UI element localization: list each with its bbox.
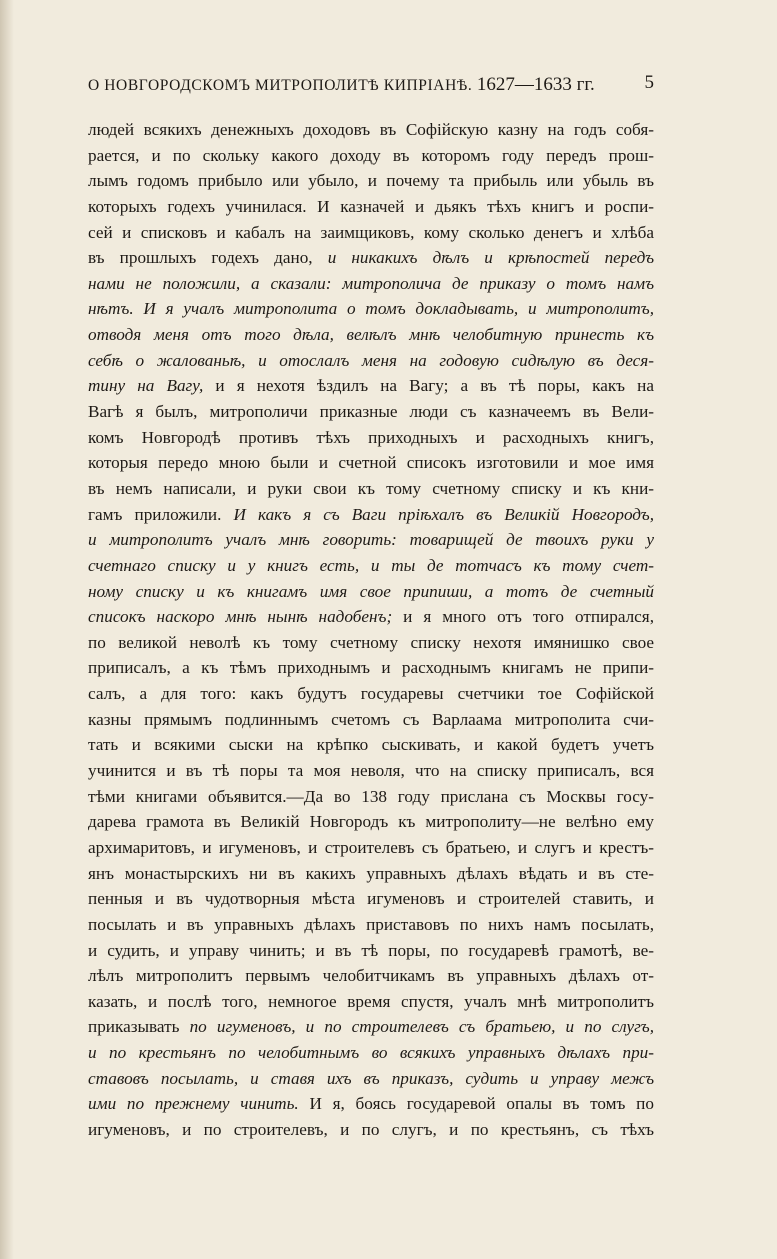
page-edge-shadow — [0, 0, 14, 1259]
italic-quote-segment: и по крестьянъ по челобитнымъ во всякихъ управныхъ дѣлахъ при- — [88, 1043, 654, 1063]
italic-quote-segment: ному списку и къ книгамъ имя свое припиши, а тотъ де счетный — [88, 581, 654, 601]
text-segment: тѣми книгами объявится.—Да во 138 году прислана съ Москвы госу- — [88, 786, 654, 806]
italic-quote-segment: нами не положили, а сказали: митрополича де приказу о томъ намъ — [88, 273, 654, 293]
text-line — [88, 373, 654, 399]
italic-quote-segment: нѣтъ. — [88, 299, 134, 319]
text-line — [88, 425, 654, 451]
italic-quote-segment: И какъ я съ Ваги пріѣхалъ въ Великій Новгородъ, — [233, 504, 654, 524]
text-line — [88, 1091, 654, 1117]
text-segment: приписалъ, а къ тѣмъ приходнымъ и расходнымъ книгамъ не припи- — [88, 658, 654, 678]
italic-quote-segment: ими по прежнему чинить. — [88, 1094, 299, 1114]
text-line — [88, 117, 654, 143]
italic-quote-segment: счетнаго списку и у книгъ есть, и ты де тотчасъ къ тому счет- — [88, 555, 654, 575]
text-segment: салъ, а для того: какъ будутъ государевы счетчики тое Софійской — [88, 684, 654, 704]
page-header — [88, 74, 654, 98]
text-line — [88, 476, 654, 502]
text-segment: въ немъ написали, и руки свои къ тому счетному списку и къ кни- — [88, 478, 654, 498]
text-line — [88, 681, 654, 707]
text-line — [88, 655, 654, 681]
text-line — [88, 732, 654, 758]
text-line — [88, 630, 654, 656]
text-segment: И я, боясь государевой опалы въ томъ по — [298, 1094, 654, 1114]
running-head — [88, 74, 595, 96]
text-line — [88, 220, 654, 246]
page-number: 5 — [644, 72, 654, 93]
text-line — [88, 271, 654, 297]
text-segment: комъ Новгородѣ противъ тѣхъ приходныхъ и расходныхъ книгъ, — [88, 427, 654, 447]
text-line — [88, 399, 654, 425]
italic-quote-segment: и митрополитъ учалъ мнѣ говорить: товарищей де твоихъ руки у — [88, 530, 654, 550]
body-text — [88, 117, 654, 1143]
text-line — [88, 809, 654, 835]
text-line — [88, 579, 654, 605]
text-segment: гамъ приложили. — [88, 504, 234, 524]
text-segment: которыя передо мною были и счетной списокъ изготовили и мое имя — [88, 453, 654, 473]
text-line — [88, 502, 654, 528]
text-segment: тать и всякими сыски на крѣпко сыскивать, и какой будетъ учетъ — [88, 735, 654, 755]
italic-quote-segment: себѣ о жалованьѣ, и отослалъ меня на годовую сидѣлую въ деся- — [88, 350, 654, 370]
text-segment: казны прямымъ подлиннымъ счетомъ съ Варлаама митрополита счи- — [88, 709, 654, 729]
text-segment: архимаритовъ, и игуменовъ, и строителевъ съ братьею, и слугъ и крестъ- — [88, 837, 654, 857]
text-line — [88, 758, 654, 784]
text-line — [88, 1040, 654, 1066]
text-line — [88, 707, 654, 733]
text-segment: лѣлъ митрополитъ первымъ челобитчикамъ въ управныхъ дѣлахъ от- — [88, 966, 654, 986]
text-segment: сей и списковъ и кабалъ на заимщиковъ, кому сколько денегъ и хлѣба — [88, 222, 654, 242]
text-line — [88, 1014, 654, 1040]
text-line — [88, 861, 654, 887]
text-line — [88, 835, 654, 861]
italic-quote-segment: и никакихъ дѣлъ и крѣпостей передъ — [327, 248, 654, 268]
text-segment: которыхъ годехъ учинилася. И казначей и дьякъ тѣхъ книгъ и роспи- — [88, 196, 654, 216]
text-segment: дарева грамота въ Великій Новгородъ къ митрополиту—не велѣно ему — [88, 812, 654, 832]
text-segment: учинится и въ тѣ поры та моя неволя, что на списку приписалъ, вся — [88, 761, 654, 781]
text-line — [88, 938, 654, 964]
italic-quote-segment: тину на Вагу, — [88, 376, 204, 396]
text-line — [88, 245, 654, 271]
text-segment: и судить, и управу чинить; и въ тѣ поры, по государевѣ грамотѣ, ве- — [88, 940, 654, 960]
italic-quote-segment: списокъ наскоро мнѣ нынѣ надобенъ; — [88, 607, 393, 627]
running-head-years: 1627—1633 гг. — [476, 74, 595, 95]
text-segment: по великой неволѣ къ тому счетному списку нехотя имянишко свое — [88, 632, 654, 652]
text-segment: игуменовъ, и по строителевъ, и по слугъ, и по крестьянъ, съ тѣхъ — [88, 1119, 654, 1139]
text-line — [88, 989, 654, 1015]
text-line — [88, 143, 654, 169]
text-segment: пенныя и въ чудотворныя мѣста игуменовъ и строителей ставить, и — [88, 889, 654, 909]
text-line — [88, 168, 654, 194]
text-line — [88, 1066, 654, 1092]
text-line — [88, 450, 654, 476]
text-segment: людей всякихъ денежныхъ доходовъ въ Софійскую казну на годъ собя- — [88, 120, 654, 139]
text-segment: казать, и послѣ того, немногое время спустя, учалъ мнѣ митрополитъ — [88, 991, 654, 1011]
text-line — [88, 604, 654, 630]
text-line — [88, 886, 654, 912]
text-line — [88, 1117, 654, 1143]
italic-quote-segment: отводя меня отъ того дѣла, велѣлъ мнѣ челобитную принесть къ — [88, 325, 654, 345]
text-line — [88, 194, 654, 220]
text-line — [88, 912, 654, 938]
text-segment: приказывать — [88, 1017, 190, 1037]
italic-quote-segment: ставовъ посылать, и ставя ихъ въ приказъ, судить и управу межъ — [88, 1068, 654, 1088]
text-segment: посылать и въ управныхъ дѣлахъ приставовъ по нихъ намъ посылать, — [88, 914, 654, 934]
text-segment: и я много отъ того отпирался, — [392, 607, 655, 627]
text-line — [88, 784, 654, 810]
text-line — [88, 322, 654, 348]
text-segment: въ прошлыхъ годехъ дано, — [88, 248, 328, 268]
text-line — [88, 527, 654, 553]
text-line — [88, 348, 654, 374]
text-segment: Вагѣ я былъ, митрополичи приказные люди съ казначеемъ въ Вели- — [88, 402, 654, 422]
text-line — [88, 963, 654, 989]
text-segment — [134, 299, 144, 318]
text-line — [88, 296, 654, 322]
text-segment: янъ монастырскихъ ни въ какихъ управныхъ дѣлахъ вѣдать и въ сте- — [88, 863, 654, 883]
text-segment: и я нехотя ѣздилъ на Вагу; а въ тѣ поры, какъ на — [203, 376, 654, 396]
text-segment: рается, и по скольку какого доходу въ которомъ году передъ прош- — [88, 145, 654, 165]
italic-quote-segment: по игуменовъ, и по строителевъ съ братьею, и по слугъ, — [189, 1017, 654, 1037]
running-head-title: О НОВГОРОДСКОМЪ МИТРОПОЛИТѢ КИПРІАНѢ. — [88, 77, 473, 94]
text-segment: лымъ годомъ прибыло или убыло, и почему та прибыль или убыль въ — [88, 171, 654, 191]
italic-quote-segment: И я учалъ митрополита о томъ докладывать, и митрополитъ, — [143, 299, 655, 319]
text-line — [88, 553, 654, 579]
